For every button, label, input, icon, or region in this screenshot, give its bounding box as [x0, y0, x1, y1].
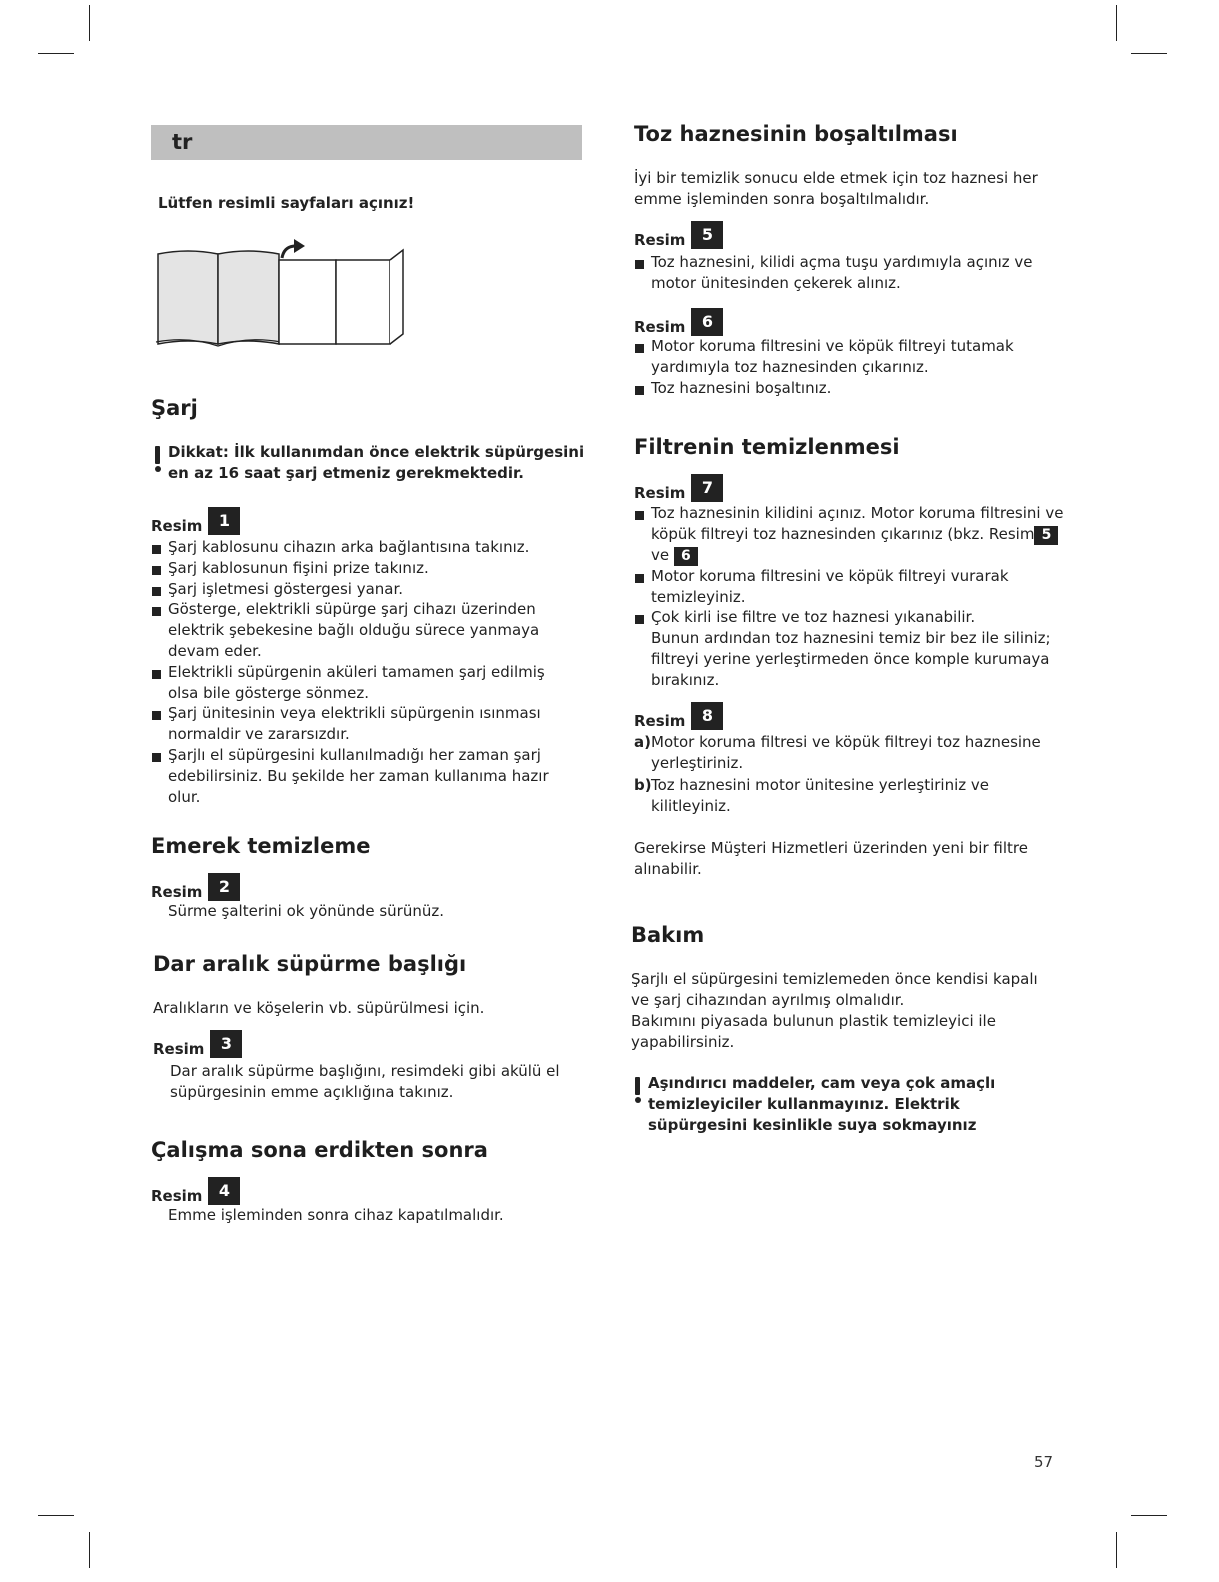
- emptying-steps-list: [634, 252, 1054, 294]
- list-item: Şarj kablosunu cihazın arka bağlantısına takınız.: [151, 537, 561, 558]
- figure-ref: [151, 873, 240, 901]
- section-title-sarj: Şarj: [151, 396, 198, 420]
- section-title-bakim: Bakım: [631, 923, 705, 947]
- figure-number: 6: [691, 308, 723, 336]
- figure-ref: [634, 308, 723, 336]
- section-title-dar: Dar aralık süpürme başlığı: [153, 952, 467, 976]
- list-item: Toz haznesini boşaltınız.: [634, 378, 1054, 399]
- figure-number: 8: [691, 702, 723, 730]
- filter-cleaning-list: [634, 503, 1064, 691]
- list-item: Motor koruma filtresini ve köpük filtreyi vurarak temizleyiniz.: [634, 566, 1064, 608]
- paragraph: Sürme şalterini ok yönünde sürünüz.: [168, 902, 444, 920]
- crop-mark: [1131, 1515, 1167, 1516]
- warning-text: Aşındırıcı maddeler, cam veya çok amaçlı temizleyiciler kullanmayınız. Elektrik süpürgesini kesinlikle suya sokmayınız: [648, 1074, 996, 1134]
- crop-mark: [89, 5, 90, 41]
- figure-number: 2: [208, 873, 240, 901]
- list-item: Motor koruma filtresini ve köpük filtreyi tutamak yardımıyla toz haznesinden çıkarınız.: [634, 336, 1054, 378]
- figure-number: 1: [208, 507, 240, 535]
- figure-number: 4: [208, 1177, 240, 1205]
- figure-number: 5: [691, 221, 723, 249]
- figure-ref: [634, 702, 723, 730]
- paragraph: Aralıkların ve köşelerin vb. süpürülmesi için.: [153, 999, 485, 1017]
- list-item: Şarj kablosunun fişini prize takınız.: [151, 558, 561, 579]
- figure-label: Resim: [634, 712, 686, 730]
- page-number: 57: [1034, 1453, 1054, 1471]
- list-item: Çok kirli ise filtre ve toz haznesi yıkanabilir.: [634, 607, 1064, 628]
- figure-label: Resim: [151, 1187, 203, 1205]
- crop-mark: [38, 53, 74, 54]
- paragraph: Dar aralık süpürme başlığını, resimdeki gibi akülü el süpürgesinin emme açıklığına takınız.: [170, 1062, 560, 1101]
- figure-label: Resim: [634, 231, 686, 249]
- step-a: [634, 732, 1054, 774]
- crop-mark: [89, 1532, 90, 1568]
- list-item: Gösterge, elektrikli süpürge şarj cihazı üzerinden elektrik şebekesine bağlı olduğu sürece yanmaya devam eder.: [151, 599, 561, 661]
- section-title-calisma: Çalışma sona erdikten sonra: [151, 1138, 488, 1162]
- paragraph: Gerekirse Müşteri Hizmetleri üzerinden yeni bir filtre alınabilir.: [634, 839, 1028, 878]
- list-item: Şarj ünitesinin veya elektrikli süpürgenin ısınması normaldir ve zararsızdır.: [151, 703, 561, 745]
- figure-ref: [151, 1177, 240, 1205]
- paragraph: Emme işleminden sonra cihaz kapatılmalıdır.: [168, 1206, 504, 1224]
- figure-number: 6: [674, 547, 698, 566]
- figure-ref: [634, 221, 723, 249]
- figure-number: 7: [691, 474, 723, 502]
- crop-mark: [1116, 1532, 1117, 1568]
- paragraph: Şarjlı el süpürgesini temizlemeden önce kendisi kapalı ve şarj cihazından ayrılmış olmalıdır.: [631, 970, 1038, 1009]
- open-pages-hint: Lütfen resimli sayfaları açınız!: [158, 194, 415, 212]
- list-item: Elektrikli süpürgenin aküleri tamamen şarj edilmiş olsa bile gösterge sönmez.: [151, 662, 561, 704]
- paragraph: İyi bir temizlik sonucu elde etmek için toz haznesi her emme işleminden sonra boşaltılmalıdır.: [634, 169, 1038, 208]
- warning-text: Dikkat: İlk kullanımdan önce elektrik süpürgesini en az 16 saat şarj etmeniz gerekmektedir.: [168, 443, 585, 482]
- step-text: Motor koruma filtresi ve köpük filtreyi toz haznesine yerleştiriniz.: [651, 733, 1041, 772]
- figure-label: Resim: [634, 318, 686, 336]
- section-title-emerek: Emerek temizleme: [151, 834, 371, 858]
- figure-label: Resim: [634, 484, 686, 502]
- emptying-steps-list: [634, 336, 1054, 398]
- section-title-filtre: Filtrenin temizlenmesi: [634, 435, 900, 459]
- figure-label: Resim: [988, 524, 1035, 543]
- figure-ref: [634, 474, 723, 502]
- section-title-toz: Toz haznesinin boşaltılması: [634, 122, 958, 146]
- crop-mark: [1131, 53, 1167, 54]
- conjunction: ve: [651, 545, 670, 564]
- list-item: Şarjlı el süpürgesini kullanılmadığı her zaman şarj edebilirsiniz. Bu şekilde her zaman kullanıma hazır olur.: [151, 745, 561, 807]
- figure-label: Resim: [151, 883, 203, 901]
- list-item-text: Toz haznesinin kilidini açınız. Motor koruma filtresini ve köpük filtreyi toz haznesinden çıkarınız (bkz.: [651, 504, 1064, 543]
- step-b: [634, 775, 1054, 817]
- figure-label: Resim: [151, 517, 203, 535]
- warning-icon: [631, 1073, 648, 1135]
- figure-number: 3: [210, 1030, 242, 1058]
- warning-note: [151, 442, 586, 484]
- figure-number: 5: [1034, 526, 1058, 545]
- figure-label: Resim: [153, 1040, 205, 1058]
- list-item: Şarj işletmesi göstergesi yanar.: [151, 579, 561, 600]
- step-label: b): [634, 776, 652, 794]
- list-item-continuation: Bunun ardından toz haznesini temiz bir bez ile siliniz; filtreyi yerine yerleştirmeden önce komple kurumaya bırakınız.: [651, 629, 1051, 689]
- step-label: a): [634, 733, 651, 751]
- open-book-illustration: [152, 238, 408, 350]
- figure-ref: [153, 1030, 242, 1058]
- step-text: Toz haznesini motor ünitesine yerleştiriniz ve kilitleyiniz.: [651, 776, 990, 815]
- language-bar: tr: [151, 125, 582, 160]
- crop-mark: [38, 1515, 74, 1516]
- list-item: Toz haznesini, kilidi açma tuşu yardımıyla açınız ve motor ünitesinden çekerek alınız.: [634, 252, 1054, 294]
- warning-icon: [151, 442, 168, 484]
- warning-note: [631, 1073, 1051, 1135]
- charging-steps-list: [151, 537, 561, 807]
- paragraph: Bakımını piyasada bulunun plastik temizleyici ile yapabilirsiniz.: [631, 1012, 996, 1051]
- crop-mark: [1116, 5, 1117, 41]
- list-item: [634, 503, 1064, 566]
- figure-ref: [151, 507, 240, 535]
